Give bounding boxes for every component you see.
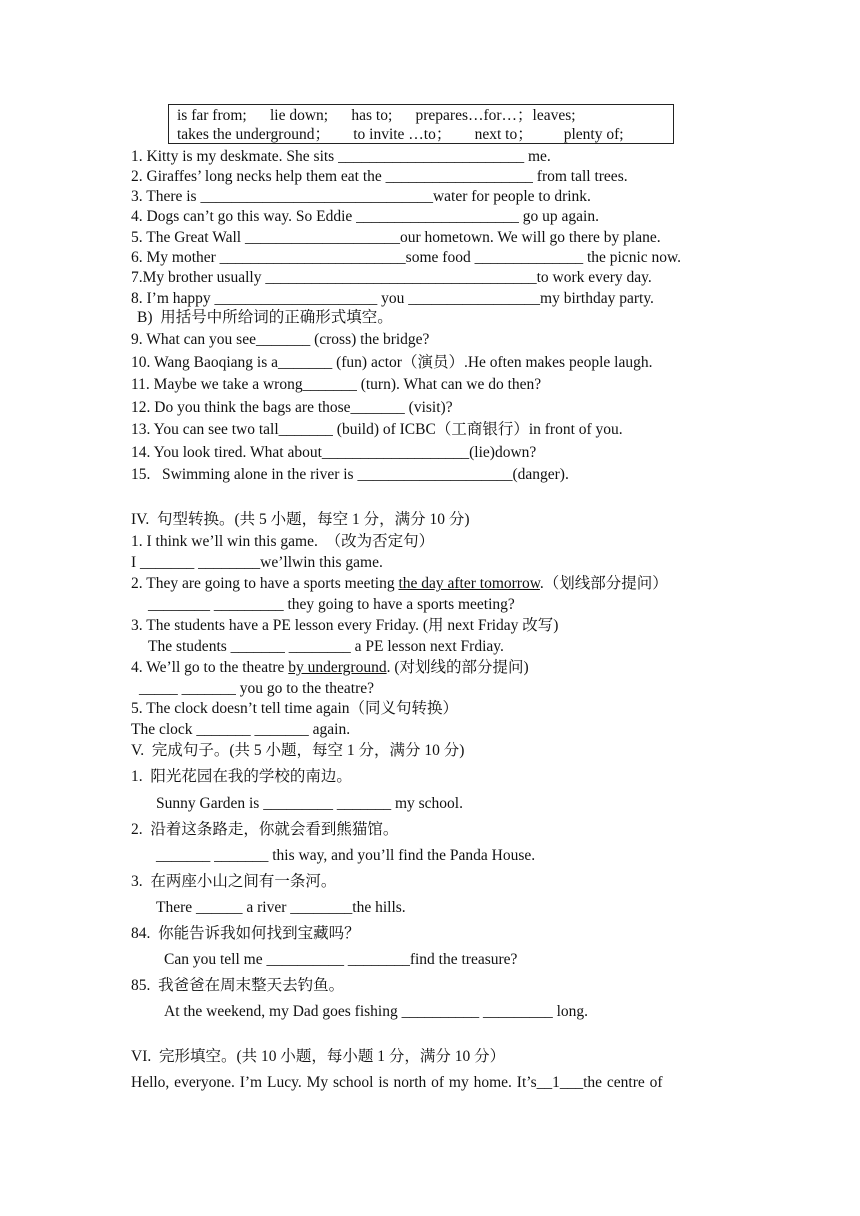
question-14: 14. You look tired. What about___________________(lie)down? — [131, 444, 537, 461]
part-b-heading: B) 用括号中所给词的正确形式填空。 — [137, 309, 393, 326]
question-5: 5. The Great Wall ____________________our hometown. We will go there by plane. — [131, 229, 661, 246]
section-6-heading: VI. 完形填空。(共 10 小题，每小题 1 分，满分 10 分） — [131, 1048, 506, 1065]
s5-item-3-cn: 3. 在两座小山之间有一条河。 — [131, 873, 337, 890]
s5-item-2-en: _______ _______ this way, and you’ll find the Panda House. — [156, 847, 536, 864]
s4-answer-1: I _______ ________we’llwin this game. — [131, 554, 383, 571]
question-6: 6. My mother ________________________some food ______________ the picnic now. — [131, 249, 682, 266]
question-13: 13. You can see two tall_______ (build) of ICBC（工商银行）in front of you. — [131, 421, 623, 438]
s5-item-3-en: There ______ a river ________the hills. — [156, 899, 406, 916]
cloze-paragraph: Hello, everyone. I’m Lucy. My school is north of my home. It’s__1___the centre of — [131, 1074, 663, 1091]
section-5-heading: V. 完成句子。(共 5 小题，每空 1 分，满分 10 分) — [131, 742, 465, 759]
underlined-phrase: by underground — [288, 659, 387, 676]
s4-question-4: 4. We’ll go to the theatre by underground. (对划线的部分提问) — [131, 659, 529, 676]
question-3: 3. There is ______________________________water for people to drink. — [131, 188, 591, 205]
question-9: 9. What can you see_______ (cross) the bridge? — [131, 331, 430, 348]
question-4: 4. Dogs can’t go this way. So Eddie _____________________ go up again. — [131, 208, 599, 225]
word-bank-row-1: is far from; lie down; has to; prepares…for…；leaves; — [177, 107, 576, 124]
s4-question-2: 2. They are going to have a sports meeting the day after tomorrow.（划线部分提问） — [131, 575, 668, 592]
s5-item-2-cn: 2. 沿着这条路走，你就会看到熊猫馆。 — [131, 821, 399, 838]
underlined-phrase: the day after tomorrow — [398, 575, 540, 592]
word-bank-row-2: takes the underground； to invite …to； next to； plenty of; — [177, 126, 624, 143]
s4-answer-4: _____ _______ you go to the theatre? — [139, 680, 375, 697]
question-2: 2. Giraffes’ long necks help them eat the ___________________ from tall trees. — [131, 168, 628, 185]
word-bank-box — [168, 104, 674, 144]
s5-item-5-cn: 85. 我爸爸在周末整天去钓鱼。 — [131, 977, 345, 994]
s5-item-1-cn: 1. 阳光花园在我的学校的南边。 — [131, 768, 352, 785]
s5-item-5-en: At the weekend, my Dad goes fishing __________ _________ long. — [164, 1003, 589, 1020]
section-4-heading: IV. 句型转换。(共 5 小题，每空 1 分，满分 10 分) — [131, 511, 470, 528]
s4-answer-3: The students _______ ________ a PE lesson next Frdiay. — [148, 638, 504, 655]
question-10: 10. Wang Baoqiang is a_______ (fun) actor（演员）.He often makes people laugh. — [131, 354, 653, 371]
s4-question-1: 1. I think we’ll win this game. （改为否定句） — [131, 533, 435, 550]
question-15: 15. Swimming alone in the river is ____________________(danger). — [131, 466, 569, 483]
s4-question-3: 3. The students have a PE lesson every Friday. (用 next Friday 改写) — [131, 617, 559, 634]
question-7: 7.My brother usually ___________________________________to work every day. — [131, 269, 652, 286]
question-1: 1. Kitty is my deskmate. She sits ________________________ me. — [131, 148, 551, 165]
s5-item-4-cn: 84. 你能告诉我如何找到宝藏吗？ — [131, 925, 360, 942]
s4-question-5: 5. The clock doesn’t tell time again（同义句转换） — [131, 700, 459, 717]
question-12: 12. Do you think the bags are those_______ (visit)? — [131, 399, 453, 416]
s5-item-4-en: Can you tell me __________ ________find the treasure? — [164, 951, 518, 968]
s5-item-1-en: Sunny Garden is _________ _______ my school. — [156, 795, 463, 812]
s4-answer-5: The clock _______ _______ again. — [131, 721, 351, 738]
question-11: 11. Maybe we take a wrong_______ (turn). What can we do then? — [131, 376, 542, 393]
s4-answer-2: ________ _________ they going to have a sports meeting? — [148, 596, 515, 613]
question-8: 8. I’m happy _____________________ you _________________my birthday party. — [131, 290, 654, 307]
